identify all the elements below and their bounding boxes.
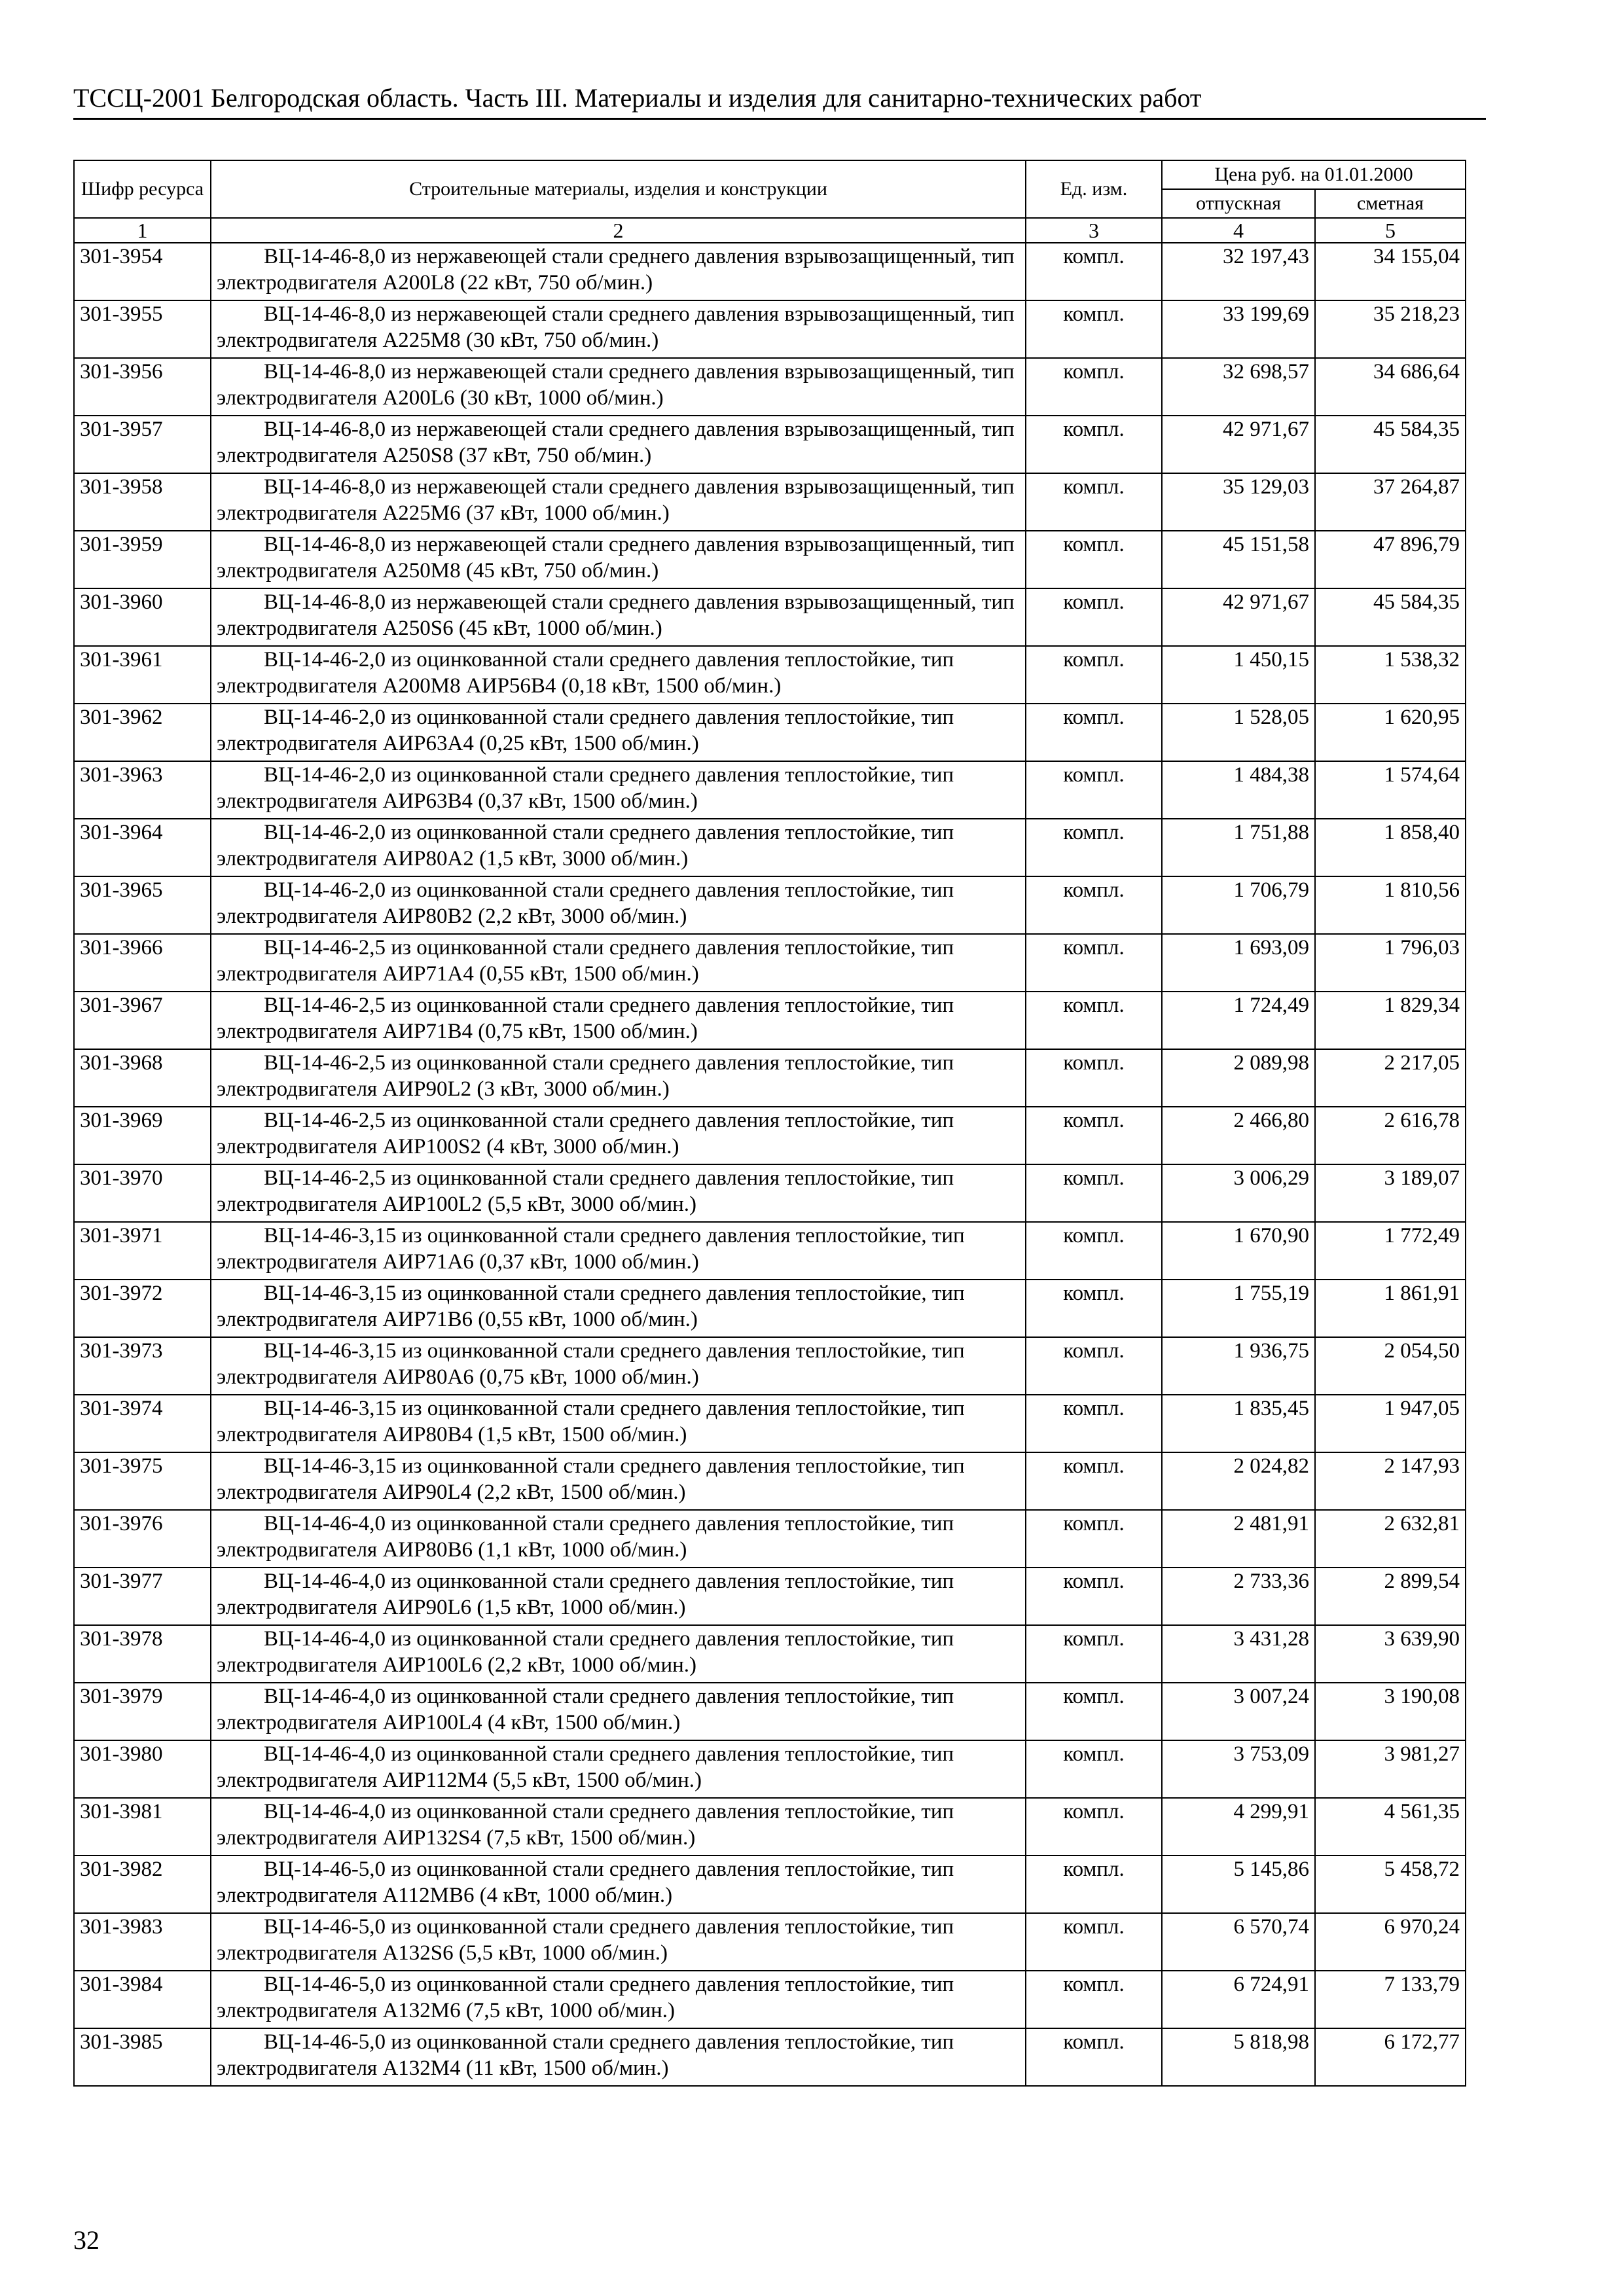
resource-code-cell: 301-3972 bbox=[74, 1280, 211, 1337]
description-cell: ВЦ-14-46-3,15 из оцинкованной стали среднего давления теплостойкие, тип электродвигателя АИР71В6 (0,55 кВт, 1000 об/мин.) bbox=[211, 1280, 1026, 1337]
description-cell: ВЦ-14-46-3,15 из оцинкованной стали среднего давления теплостойкие, тип электродвигателя АИР80А6 (0,75 кВт, 1000 об/мин.) bbox=[211, 1337, 1026, 1395]
col-header-release-price: отпускная bbox=[1162, 189, 1315, 218]
col-header-estimate-price: сметная bbox=[1315, 189, 1466, 218]
col-number: 1 bbox=[74, 218, 211, 243]
table-row bbox=[74, 473, 1466, 531]
table-row bbox=[74, 704, 1466, 761]
description-cell: ВЦ-14-46-5,0 из оцинкованной стали среднего давления теплостойкие, тип электродвигателя А132М6 (7,5 кВт, 1000 об/мин.) bbox=[211, 1971, 1026, 2028]
table-row bbox=[74, 531, 1466, 588]
unit-cell: компл. bbox=[1026, 646, 1162, 704]
description-cell: ВЦ-14-46-8,0 из нержавеющей стали среднего давления взрывозащищенный, тип электродвигателя А250S8 (37 кВт, 750 об/мин.) bbox=[211, 416, 1026, 473]
estimate-price-cell: 1 574,64 bbox=[1315, 761, 1466, 819]
table-row bbox=[74, 1740, 1466, 1798]
release-price-cell: 45 151,58 bbox=[1162, 531, 1315, 588]
release-price-cell: 3 006,29 bbox=[1162, 1164, 1315, 1222]
resource-code-cell: 301-3959 bbox=[74, 531, 211, 588]
table-row bbox=[74, 819, 1466, 876]
estimate-price-cell: 1 538,32 bbox=[1315, 646, 1466, 704]
description-cell: ВЦ-14-46-8,0 из нержавеющей стали среднего давления взрывозащищенный, тип электродвигателя А200L8 (22 кВт, 750 об/мин.) bbox=[211, 243, 1026, 300]
resource-code-cell: 301-3969 bbox=[74, 1107, 211, 1164]
resource-code-cell: 301-3975 bbox=[74, 1452, 211, 1510]
table-row bbox=[74, 416, 1466, 473]
col-number: 3 bbox=[1026, 218, 1162, 243]
table-row bbox=[74, 934, 1466, 992]
estimate-price-cell: 6 172,77 bbox=[1315, 2028, 1466, 2086]
unit-cell: компл. bbox=[1026, 1049, 1162, 1107]
unit-cell: компл. bbox=[1026, 416, 1162, 473]
table-row bbox=[74, 1337, 1466, 1395]
description-cell: ВЦ-14-46-2,0 из оцинкованной стали среднего давления теплостойкие, тип электродвигателя А200М8 АИР56В4 (0,18 кВт, 1500 об/мин.) bbox=[211, 646, 1026, 704]
unit-cell: компл. bbox=[1026, 2028, 1162, 2086]
estimate-price-cell: 2 616,78 bbox=[1315, 1107, 1466, 1164]
description-cell: ВЦ-14-46-4,0 из оцинкованной стали среднего давления теплостойкие, тип электродвигателя АИР112М4 (5,5 кВт, 1500 об/мин.) bbox=[211, 1740, 1026, 1798]
unit-cell: компл. bbox=[1026, 588, 1162, 646]
description-cell: ВЦ-14-46-4,0 из оцинкованной стали среднего давления теплостойкие, тип электродвигателя АИР132S4 (7,5 кВт, 1500 об/мин.) bbox=[211, 1798, 1026, 1856]
resource-code-cell: 301-3984 bbox=[74, 1971, 211, 2028]
release-price-cell: 5 818,98 bbox=[1162, 2028, 1315, 2086]
description-cell: ВЦ-14-46-5,0 из оцинкованной стали среднего давления теплостойкие, тип электродвигателя А112МВ6 (4 кВт, 1000 об/мин.) bbox=[211, 1856, 1026, 1913]
estimate-price-cell: 37 264,87 bbox=[1315, 473, 1466, 531]
release-price-cell: 32 197,43 bbox=[1162, 243, 1315, 300]
resource-code-cell: 301-3976 bbox=[74, 1510, 211, 1568]
col-header-price-group: Цена руб. на 01.01.2000 bbox=[1162, 160, 1466, 189]
page-number: 32 bbox=[73, 2225, 99, 2255]
description-cell: ВЦ-14-46-5,0 из оцинкованной стали среднего давления теплостойкие, тип электродвигателя А132S6 (5,5 кВт, 1000 об/мин.) bbox=[211, 1913, 1026, 1971]
release-price-cell: 3 431,28 bbox=[1162, 1625, 1315, 1683]
table-row bbox=[74, 646, 1466, 704]
resource-code-cell: 301-3966 bbox=[74, 934, 211, 992]
table-row bbox=[74, 1971, 1466, 2028]
table-row bbox=[74, 1913, 1466, 1971]
unit-cell: компл. bbox=[1026, 1683, 1162, 1740]
unit-cell: компл. bbox=[1026, 992, 1162, 1049]
estimate-price-cell: 3 189,07 bbox=[1315, 1164, 1466, 1222]
release-price-cell: 1 835,45 bbox=[1162, 1395, 1315, 1452]
table-row bbox=[74, 2028, 1466, 2086]
release-price-cell: 1 724,49 bbox=[1162, 992, 1315, 1049]
resource-code-cell: 301-3974 bbox=[74, 1395, 211, 1452]
unit-cell: компл. bbox=[1026, 761, 1162, 819]
unit-cell: компл. bbox=[1026, 1164, 1162, 1222]
table-row bbox=[74, 1280, 1466, 1337]
estimate-price-cell: 1 947,05 bbox=[1315, 1395, 1466, 1452]
table-row bbox=[74, 300, 1466, 358]
unit-cell: компл. bbox=[1026, 1337, 1162, 1395]
estimate-price-cell: 1 858,40 bbox=[1315, 819, 1466, 876]
unit-cell: компл. bbox=[1026, 1510, 1162, 1568]
col-header-code: Шифр ресурса bbox=[74, 160, 211, 218]
unit-cell: компл. bbox=[1026, 1798, 1162, 1856]
col-header-name: Строительные материалы, изделия и конструкции bbox=[211, 160, 1026, 218]
description-cell: ВЦ-14-46-2,5 из оцинкованной стали среднего давления теплостойкие, тип электродвигателя АИР71А4 (0,55 кВт, 1500 об/мин.) bbox=[211, 934, 1026, 992]
estimate-price-cell: 1 810,56 bbox=[1315, 876, 1466, 934]
price-table bbox=[73, 160, 1466, 2087]
estimate-price-cell: 1 796,03 bbox=[1315, 934, 1466, 992]
description-cell: ВЦ-14-46-8,0 из нержавеющей стали среднего давления взрывозащищенный, тип электродвигателя А225М6 (37 кВт, 1000 об/мин.) bbox=[211, 473, 1026, 531]
estimate-price-cell: 34 686,64 bbox=[1315, 358, 1466, 416]
description-cell: ВЦ-14-46-8,0 из нержавеющей стали среднего давления взрывозащищенный, тип электродвигателя А250S6 (45 кВт, 1000 об/мин.) bbox=[211, 588, 1026, 646]
resource-code-cell: 301-3985 bbox=[74, 2028, 211, 2086]
table-row bbox=[74, 1107, 1466, 1164]
description-cell: ВЦ-14-46-2,0 из оцинкованной стали среднего давления теплостойкие, тип электродвигателя АИР63А4 (0,25 кВт, 1500 об/мин.) bbox=[211, 704, 1026, 761]
resource-code-cell: 301-3982 bbox=[74, 1856, 211, 1913]
unit-cell: компл. bbox=[1026, 704, 1162, 761]
resource-code-cell: 301-3963 bbox=[74, 761, 211, 819]
release-price-cell: 6 570,74 bbox=[1162, 1913, 1315, 1971]
description-cell: ВЦ-14-46-4,0 из оцинкованной стали среднего давления теплостойкие, тип электродвигателя АИР90L6 (1,5 кВт, 1000 об/мин.) bbox=[211, 1568, 1026, 1625]
estimate-price-cell: 7 133,79 bbox=[1315, 1971, 1466, 2028]
unit-cell: компл. bbox=[1026, 1625, 1162, 1683]
unit-cell: компл. bbox=[1026, 1107, 1162, 1164]
estimate-price-cell: 4 561,35 bbox=[1315, 1798, 1466, 1856]
unit-cell: компл. bbox=[1026, 1856, 1162, 1913]
unit-cell: компл. bbox=[1026, 243, 1162, 300]
estimate-price-cell: 35 218,23 bbox=[1315, 300, 1466, 358]
unit-cell: компл. bbox=[1026, 1222, 1162, 1280]
resource-code-cell: 301-3955 bbox=[74, 300, 211, 358]
col-number: 5 bbox=[1315, 218, 1466, 243]
release-price-cell: 1 751,88 bbox=[1162, 819, 1315, 876]
table-row bbox=[74, 1798, 1466, 1856]
description-cell: ВЦ-14-46-8,0 из нержавеющей стали среднего давления взрывозащищенный, тип электродвигателя А200L6 (30 кВт, 1000 об/мин.) bbox=[211, 358, 1026, 416]
table-row bbox=[74, 761, 1466, 819]
table-row bbox=[74, 1856, 1466, 1913]
unit-cell: компл. bbox=[1026, 1740, 1162, 1798]
resource-code-cell: 301-3961 bbox=[74, 646, 211, 704]
estimate-price-cell: 5 458,72 bbox=[1315, 1856, 1466, 1913]
release-price-cell: 1 755,19 bbox=[1162, 1280, 1315, 1337]
estimate-price-cell: 1 620,95 bbox=[1315, 704, 1466, 761]
description-cell: ВЦ-14-46-2,5 из оцинкованной стали среднего давления теплостойкие, тип электродвигателя АИР71В4 (0,75 кВт, 1500 об/мин.) bbox=[211, 992, 1026, 1049]
description-cell: ВЦ-14-46-4,0 из оцинкованной стали среднего давления теплостойкие, тип электродвигателя АИР100L4 (4 кВт, 1500 об/мин.) bbox=[211, 1683, 1026, 1740]
release-price-cell: 33 199,69 bbox=[1162, 300, 1315, 358]
resource-code-cell: 301-3958 bbox=[74, 473, 211, 531]
resource-code-cell: 301-3967 bbox=[74, 992, 211, 1049]
release-price-cell: 2 481,91 bbox=[1162, 1510, 1315, 1568]
description-cell: ВЦ-14-46-3,15 из оцинкованной стали среднего давления теплостойкие, тип электродвигателя АИР80В4 (1,5 кВт, 1500 об/мин.) bbox=[211, 1395, 1026, 1452]
table-row bbox=[74, 358, 1466, 416]
estimate-price-cell: 3 639,90 bbox=[1315, 1625, 1466, 1683]
estimate-price-cell: 47 896,79 bbox=[1315, 531, 1466, 588]
description-cell: ВЦ-14-46-2,0 из оцинкованной стали среднего давления теплостойкие, тип электродвигателя АИР63В4 (0,37 кВт, 1500 об/мин.) bbox=[211, 761, 1026, 819]
release-price-cell: 1 670,90 bbox=[1162, 1222, 1315, 1280]
description-cell: ВЦ-14-46-8,0 из нержавеющей стали среднего давления взрывозащищенный, тип электродвигателя А225М8 (30 кВт, 750 об/мин.) bbox=[211, 300, 1026, 358]
table-row bbox=[74, 1452, 1466, 1510]
header-rule bbox=[73, 118, 1486, 120]
col-number: 2 bbox=[211, 218, 1026, 243]
table-row bbox=[74, 992, 1466, 1049]
release-price-cell: 1 528,05 bbox=[1162, 704, 1315, 761]
table-row bbox=[74, 1568, 1466, 1625]
table-row bbox=[74, 1395, 1466, 1452]
resource-code-cell: 301-3970 bbox=[74, 1164, 211, 1222]
release-price-cell: 42 971,67 bbox=[1162, 588, 1315, 646]
resource-code-cell: 301-3983 bbox=[74, 1913, 211, 1971]
resource-code-cell: 301-3965 bbox=[74, 876, 211, 934]
unit-cell: компл. bbox=[1026, 473, 1162, 531]
resource-code-cell: 301-3979 bbox=[74, 1683, 211, 1740]
table-row bbox=[74, 1049, 1466, 1107]
description-cell: ВЦ-14-46-2,0 из оцинкованной стали среднего давления теплостойкие, тип электродвигателя АИР80А2 (1,5 кВт, 3000 об/мин.) bbox=[211, 819, 1026, 876]
table-row bbox=[74, 1625, 1466, 1683]
estimate-price-cell: 1 772,49 bbox=[1315, 1222, 1466, 1280]
unit-cell: компл. bbox=[1026, 819, 1162, 876]
release-price-cell: 3 753,09 bbox=[1162, 1740, 1315, 1798]
estimate-price-cell: 3 190,08 bbox=[1315, 1683, 1466, 1740]
release-price-cell: 5 145,86 bbox=[1162, 1856, 1315, 1913]
resource-code-cell: 301-3960 bbox=[74, 588, 211, 646]
unit-cell: компл. bbox=[1026, 1395, 1162, 1452]
table-row bbox=[74, 1222, 1466, 1280]
resource-code-cell: 301-3962 bbox=[74, 704, 211, 761]
unit-cell: компл. bbox=[1026, 1568, 1162, 1625]
table-row bbox=[74, 588, 1466, 646]
resource-code-cell: 301-3977 bbox=[74, 1568, 211, 1625]
table-row bbox=[74, 1510, 1466, 1568]
unit-cell: компл. bbox=[1026, 300, 1162, 358]
resource-code-cell: 301-3980 bbox=[74, 1740, 211, 1798]
release-price-cell: 2 089,98 bbox=[1162, 1049, 1315, 1107]
unit-cell: компл. bbox=[1026, 531, 1162, 588]
estimate-price-cell: 6 970,24 bbox=[1315, 1913, 1466, 1971]
resource-code-cell: 301-3971 bbox=[74, 1222, 211, 1280]
release-price-cell: 35 129,03 bbox=[1162, 473, 1315, 531]
table-row bbox=[74, 243, 1466, 300]
description-cell: ВЦ-14-46-2,5 из оцинкованной стали среднего давления теплостойкие, тип электродвигателя АИР100L2 (5,5 кВт, 3000 об/мин.) bbox=[211, 1164, 1026, 1222]
table-row bbox=[74, 1164, 1466, 1222]
release-price-cell: 1 693,09 bbox=[1162, 934, 1315, 992]
estimate-price-cell: 2 217,05 bbox=[1315, 1049, 1466, 1107]
table-row bbox=[74, 876, 1466, 934]
release-price-cell: 1 450,15 bbox=[1162, 646, 1315, 704]
resource-code-cell: 301-3978 bbox=[74, 1625, 211, 1683]
resource-code-cell: 301-3964 bbox=[74, 819, 211, 876]
resource-code-cell: 301-3968 bbox=[74, 1049, 211, 1107]
release-price-cell: 1 484,38 bbox=[1162, 761, 1315, 819]
resource-code-cell: 301-3956 bbox=[74, 358, 211, 416]
table-row bbox=[74, 1683, 1466, 1740]
description-cell: ВЦ-14-46-3,15 из оцинкованной стали среднего давления теплостойкие, тип электродвигателя АИР90L4 (2,2 кВт, 1500 об/мин.) bbox=[211, 1452, 1026, 1510]
release-price-cell: 1 706,79 bbox=[1162, 876, 1315, 934]
unit-cell: компл. bbox=[1026, 1913, 1162, 1971]
estimate-price-cell: 45 584,35 bbox=[1315, 588, 1466, 646]
estimate-price-cell: 2 632,81 bbox=[1315, 1510, 1466, 1568]
description-cell: ВЦ-14-46-4,0 из оцинкованной стали среднего давления теплостойкие, тип электродвигателя АИР80В6 (1,1 кВт, 1000 об/мин.) bbox=[211, 1510, 1026, 1568]
estimate-price-cell: 45 584,35 bbox=[1315, 416, 1466, 473]
unit-cell: компл. bbox=[1026, 1452, 1162, 1510]
release-price-cell: 1 936,75 bbox=[1162, 1337, 1315, 1395]
description-cell: ВЦ-14-46-4,0 из оцинкованной стали среднего давления теплостойкие, тип электродвигателя АИР100L6 (2,2 кВт, 1000 об/мин.) bbox=[211, 1625, 1026, 1683]
description-cell: ВЦ-14-46-5,0 из оцинкованной стали среднего давления теплостойкие, тип электродвигателя А132М4 (11 кВт, 1500 об/мин.) bbox=[211, 2028, 1026, 2086]
unit-cell: компл. bbox=[1026, 876, 1162, 934]
release-price-cell: 6 724,91 bbox=[1162, 1971, 1315, 2028]
page-title: ТССЦ-2001 Белгородская область. Часть III. Материалы и изделия для санитарно-технических работ bbox=[73, 83, 1202, 113]
estimate-price-cell: 2 054,50 bbox=[1315, 1337, 1466, 1395]
description-cell: ВЦ-14-46-8,0 из нержавеющей стали среднего давления взрывозащищенный, тип электродвигателя А250М8 (45 кВт, 750 об/мин.) bbox=[211, 531, 1026, 588]
estimate-price-cell: 2 147,93 bbox=[1315, 1452, 1466, 1510]
resource-code-cell: 301-3981 bbox=[74, 1798, 211, 1856]
release-price-cell: 4 299,91 bbox=[1162, 1798, 1315, 1856]
release-price-cell: 42 971,67 bbox=[1162, 416, 1315, 473]
description-cell: ВЦ-14-46-3,15 из оцинкованной стали среднего давления теплостойкие, тип электродвигателя АИР71А6 (0,37 кВт, 1000 об/мин.) bbox=[211, 1222, 1026, 1280]
estimate-price-cell: 2 899,54 bbox=[1315, 1568, 1466, 1625]
unit-cell: компл. bbox=[1026, 934, 1162, 992]
release-price-cell: 3 007,24 bbox=[1162, 1683, 1315, 1740]
unit-cell: компл. bbox=[1026, 1280, 1162, 1337]
estimate-price-cell: 34 155,04 bbox=[1315, 243, 1466, 300]
description-cell: ВЦ-14-46-2,0 из оцинкованной стали среднего давления теплостойкие, тип электродвигателя АИР80В2 (2,2 кВт, 3000 об/мин.) bbox=[211, 876, 1026, 934]
col-number: 4 bbox=[1162, 218, 1315, 243]
release-price-cell: 2 733,36 bbox=[1162, 1568, 1315, 1625]
description-cell: ВЦ-14-46-2,5 из оцинкованной стали среднего давления теплостойкие, тип электродвигателя АИР90L2 (3 кВт, 3000 об/мин.) bbox=[211, 1049, 1026, 1107]
resource-code-cell: 301-3954 bbox=[74, 243, 211, 300]
resource-code-cell: 301-3973 bbox=[74, 1337, 211, 1395]
unit-cell: компл. bbox=[1026, 358, 1162, 416]
unit-cell: компл. bbox=[1026, 1971, 1162, 2028]
release-price-cell: 32 698,57 bbox=[1162, 358, 1315, 416]
estimate-price-cell: 1 861,91 bbox=[1315, 1280, 1466, 1337]
col-header-unit: Ед. изм. bbox=[1026, 160, 1162, 218]
resource-code-cell: 301-3957 bbox=[74, 416, 211, 473]
estimate-price-cell: 1 829,34 bbox=[1315, 992, 1466, 1049]
release-price-cell: 2 466,80 bbox=[1162, 1107, 1315, 1164]
description-cell: ВЦ-14-46-2,5 из оцинкованной стали среднего давления теплостойкие, тип электродвигателя АИР100S2 (4 кВт, 3000 об/мин.) bbox=[211, 1107, 1026, 1164]
estimate-price-cell: 3 981,27 bbox=[1315, 1740, 1466, 1798]
release-price-cell: 2 024,82 bbox=[1162, 1452, 1315, 1510]
